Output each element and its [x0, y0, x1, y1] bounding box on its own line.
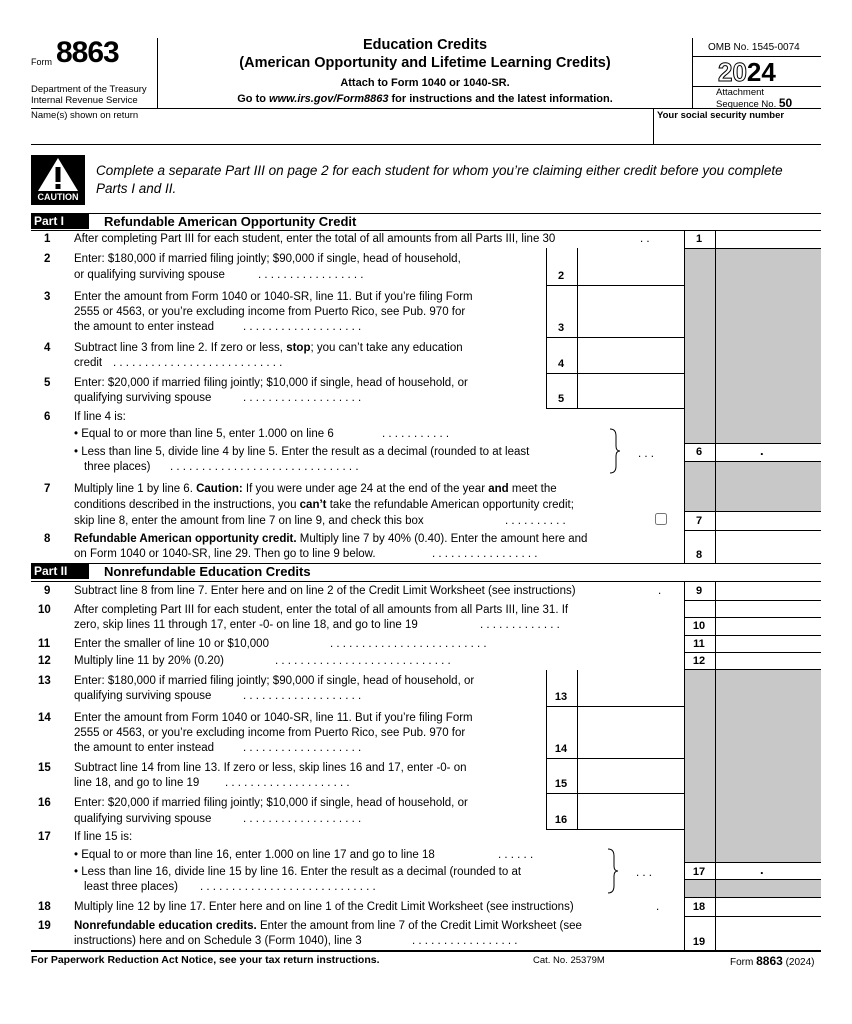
line-text-1: Multiply line 1 by line 6. Caution: If you were under age 24 at the end of the year and meet the — [74, 483, 557, 495]
line-16-amount[interactable] — [578, 812, 688, 830]
goto-line — [160, 93, 690, 105]
leader-dots: . . . . . . — [498, 849, 534, 861]
line-text-2: qualifying surviving spouse — [74, 813, 212, 825]
footer-form-id: Form 8863 (2024) — [730, 954, 815, 968]
sequence-number: 50 — [778, 96, 793, 110]
box-label: 17 — [692, 866, 706, 878]
line-text-1: Enter: $180,000 if married filing jointly; $90,000 if single, head of household, — [74, 253, 461, 265]
dept-line1: Department of the Treasury — [31, 84, 147, 95]
box-label: 12 — [692, 655, 706, 667]
box-label: 6 — [695, 446, 703, 458]
line-text-1: Nonrefundable education credits. Enter the amount from line 7 of the Credit Limit Worksheet (see — [74, 920, 582, 932]
line-5-amount[interactable] — [578, 391, 688, 409]
line-1-amount[interactable] — [716, 231, 825, 249]
line-9-amount[interactable] — [716, 582, 825, 601]
line-number: 12 — [38, 655, 51, 667]
line-text-1: Enter the amount from Form 1040 or 1040-SR, line 11. But if you’re filing Form — [74, 291, 473, 303]
line-number: 6 — [44, 411, 51, 423]
leader-dots: . — [656, 901, 660, 913]
decimal-point: . — [760, 862, 764, 877]
box-label: 15 — [554, 778, 568, 790]
box-label: 3 — [557, 322, 565, 334]
line-text-2: 2555 or 4563, or you’re excluding income from Puerto Rico, see Pub. 970 for — [74, 727, 466, 739]
line-text-2: qualifying surviving spouse — [74, 690, 212, 702]
line-19-amount[interactable] — [716, 933, 825, 951]
line-text-1: Refundable American opportunity credit. Multiply line 7 by 40% (0.40). Enter the amount here and — [74, 533, 588, 545]
leader-dots: . . . . . . . . . . . . . . . . . . . . . . . . . . . . — [275, 655, 451, 667]
line-text: Subtract line 8 from line 7. Enter here and on line 2 of the Credit Limit Worksheet (see instructions) — [74, 585, 576, 597]
dept-line2: Internal Revenue Service — [31, 95, 138, 106]
brace-icon — [608, 428, 622, 474]
part2-title: Nonrefundable Education Credits — [104, 564, 311, 579]
ssn-input[interactable] — [656, 123, 825, 145]
box-label: 1 — [695, 233, 703, 245]
leader-dots: . . . . . . . . . . . . . . . . . — [412, 935, 518, 947]
name-label: Name(s) shown on return — [31, 110, 139, 121]
line-text-3: the amount to enter instead — [74, 742, 215, 754]
line-text-1: Subtract line 14 from line 13. If zero or less, skip lines 16 and 17, enter -0- on — [74, 762, 467, 774]
line-number: 11 — [38, 638, 51, 650]
leader-dots: . . . . . . . . . . . . . . . . . . . — [243, 813, 362, 825]
line-number: 14 — [38, 712, 51, 724]
decimal-point: . — [760, 443, 764, 458]
box-label: 10 — [692, 620, 706, 632]
title-line2: (American Opportunity and Lifetime Learning Credits) — [239, 55, 611, 71]
tax-year — [718, 57, 776, 88]
line-10-amount[interactable] — [716, 618, 825, 636]
line-3-amount[interactable] — [578, 320, 688, 338]
box-label: 13 — [554, 691, 568, 703]
line-number: 3 — [44, 291, 51, 303]
line-number: 5 — [44, 377, 51, 389]
line-text-1: Subtract line 3 from line 2. If zero or less, stop; you can’t take any education — [74, 342, 463, 354]
line-text-1: Enter the amount from Form 1040 or 1040-SR, line 11. But if you’re filing Form — [74, 712, 473, 724]
line-7-amount[interactable] — [716, 512, 825, 531]
line-number: 1 — [44, 233, 51, 245]
paperwork-notice: For Paperwork Reduction Act Notice, see your tax return instructions. — [31, 954, 380, 966]
caution-icon — [31, 155, 85, 205]
leader-dots: . . . . . . . . . . . . . . . . . . . . — [225, 777, 350, 789]
goto-post: for instructions and the latest information. — [388, 93, 613, 105]
line-text-1: Enter: $180,000 if married filing jointly; $90,000 if single, head of household, or — [74, 675, 475, 687]
caution-message: Complete a separate Part III on page 2 for each student for whom you’re claiming either credit before you complete Parts I and II. — [96, 163, 783, 196]
line-14-amount[interactable] — [578, 741, 688, 759]
leader-dots: . . . . . . . . . . . . . . . . . . . — [243, 321, 362, 333]
box-label: 19 — [692, 936, 706, 948]
tax-year-outline: 20 — [718, 57, 747, 87]
line-number: 18 — [38, 901, 51, 913]
line-number: 16 — [38, 797, 51, 809]
leader-dots: . . . . . . . . . . . . . . . . . . . . . . . . . — [330, 638, 487, 650]
line-text-3: skip line 8, enter the amount from line 7 on line 9, and check this box — [74, 515, 424, 527]
leader-dots: . . . . . . . . . . . . . . . . . . . . . . . . . . . . — [200, 881, 376, 893]
line-text-2: • Equal to or more than line 5, enter 1.000 on line 6 — [74, 428, 334, 440]
line-number: 8 — [44, 533, 51, 545]
tax-year-bold: 24 — [746, 57, 776, 87]
goto-url[interactable]: www.irs.gov/Form8863 — [269, 93, 389, 105]
line-8-amount[interactable] — [716, 546, 825, 564]
line-18-amount[interactable] — [716, 898, 825, 917]
line-text-1: If line 15 is: — [74, 831, 133, 843]
line-text: Multiply line 12 by line 17. Enter here and on line 1 of the Credit Limit Worksheet (see instructions) — [74, 901, 574, 913]
line-number: 17 — [38, 831, 51, 843]
leader-dots: . . . . . . . . . . . . . . . . . . . — [243, 742, 362, 754]
line-text-2: qualifying surviving spouse — [74, 392, 212, 404]
attachment-label: Attachment — [716, 87, 765, 98]
leader-dots: . . . — [638, 448, 654, 460]
attach-line: Attach to Form 1040 or 1040-SR. — [340, 77, 510, 89]
goto-pre: Go to — [237, 93, 270, 105]
line-number: 7 — [44, 483, 51, 495]
line-text-3: the amount to enter instead — [74, 321, 215, 333]
line-number: 4 — [44, 342, 51, 354]
box-label: 8 — [695, 549, 703, 561]
line-text-2: on Form 1040 or 1040-SR, line 29. Then go to line 9 below. — [74, 548, 376, 560]
leader-dots: . . . . . . . . . . . — [382, 428, 450, 440]
part2-label: Part II — [31, 564, 89, 579]
line-text-1: After completing Part III for each student, enter the total of all amounts from all Parts III, line 31. If — [74, 604, 569, 616]
box-label: 5 — [557, 393, 565, 405]
leader-dots: . . . . . . . . . . . . . . . . . . . — [243, 392, 362, 404]
line-text-2: line 18, and go to line 19 — [74, 777, 200, 789]
line-text-2: conditions described in the instructions, you can’t take the refundable American opportunity credit; — [74, 499, 574, 511]
line-2-amount[interactable] — [578, 268, 688, 286]
line-text-3: • Less than line 16, divide line 15 by line 16. Enter the result as a decimal (rounded to at — [74, 866, 522, 878]
sequence-label: Sequence No. — [716, 99, 777, 110]
line-4-amount[interactable] — [578, 356, 688, 374]
line-text-1: Enter: $20,000 if married filing jointly; $10,000 if single, head of household, or — [74, 377, 468, 389]
brace-icon — [606, 848, 620, 894]
leader-dots: . . . . . . . . . . — [505, 515, 566, 527]
box-label: 9 — [695, 585, 703, 597]
form-number: 8863 — [56, 36, 119, 69]
line-15-amount[interactable] — [578, 776, 688, 794]
ssn-label: Your social security number — [657, 110, 785, 121]
line-text-1: If line 4 is: — [74, 411, 126, 423]
leader-dots: . . . . . . . . . . . . . — [480, 619, 560, 631]
box-label: 2 — [557, 270, 565, 282]
part1-label: Part I — [31, 214, 89, 229]
leader-dots: . . . . . . . . . . . . . . . . . . . — [243, 690, 362, 702]
line-number: 15 — [38, 762, 51, 774]
catalog-number: Cat. No. 25379M — [533, 955, 605, 966]
leader-dots: . . . . . . . . . . . . . . . . . . . . . . . . . . . . . . — [170, 461, 359, 473]
line-text-2: instructions) here and on Schedule 3 (Form 1040), line 3 — [74, 935, 362, 947]
leader-dots: . — [658, 585, 662, 597]
leader-dots: . . — [640, 233, 650, 245]
line-text-1: Enter: $20,000 if married filing jointly; $10,000 if single, head of household, or — [74, 797, 468, 809]
line-text-2: • Equal to or more than line 16, enter 1.000 on line 17 and go to line 18 — [74, 849, 435, 861]
line-text-2: 2555 or 4563, or you’re excluding income from Puerto Rico, see Pub. 970 for — [74, 306, 466, 318]
part1-title: Refundable American Opportunity Credit — [104, 214, 357, 229]
leader-dots: . . . . . . . . . . . . . . . . . — [258, 269, 364, 281]
box-label: 11 — [693, 638, 705, 650]
line-text-2: zero, skip lines 11 through 17, enter -0- on line 18, and go to line 19 — [74, 619, 418, 631]
caution-icon-text: CAUTION — [37, 192, 79, 202]
form-prefix: Form — [31, 57, 52, 67]
line-text: Enter the smaller of line 10 or $10,000 — [74, 638, 269, 650]
leader-dots: . . . — [636, 867, 652, 879]
line-6-amount[interactable] — [716, 444, 825, 462]
line-text-2: or qualifying surviving spouse — [74, 269, 225, 281]
line-number: 2 — [44, 253, 51, 265]
line-13-amount[interactable] — [578, 689, 688, 707]
name-input[interactable] — [31, 123, 655, 145]
line-7-checkbox[interactable] — [655, 513, 667, 525]
box-label: 18 — [692, 901, 706, 913]
line-text-3: • Less than line 5, divide line 4 by line 5. Enter the result as a decimal (rounded to at least — [74, 446, 530, 458]
line-text-4: least three places) — [84, 881, 178, 893]
line-text: After completing Part III for each student, enter the total of all amounts from all Parts III, line 30 — [74, 233, 556, 245]
omb-number: OMB No. 1545-0074 — [708, 42, 800, 53]
line-text: Multiply line 11 by 20% (0.20) — [74, 655, 224, 667]
box-label: 14 — [554, 743, 568, 755]
title-line1: Education Credits — [362, 37, 488, 53]
leader-dots: . . . . . . . . . . . . . . . . . . . . . . . . . . . — [113, 357, 283, 369]
box-label: 7 — [695, 515, 703, 527]
line-number: 13 — [38, 675, 51, 687]
line-text-2: credit — [74, 357, 103, 369]
leader-dots: . . . . . . . . . . . . . . . . . — [432, 548, 538, 560]
box-label: 4 — [557, 358, 565, 370]
line-text-4: three places) — [84, 461, 151, 473]
line-number: 9 — [44, 585, 51, 597]
line-number: 19 — [38, 920, 51, 932]
line-number: 10 — [38, 604, 51, 616]
box-label: 16 — [554, 814, 568, 826]
